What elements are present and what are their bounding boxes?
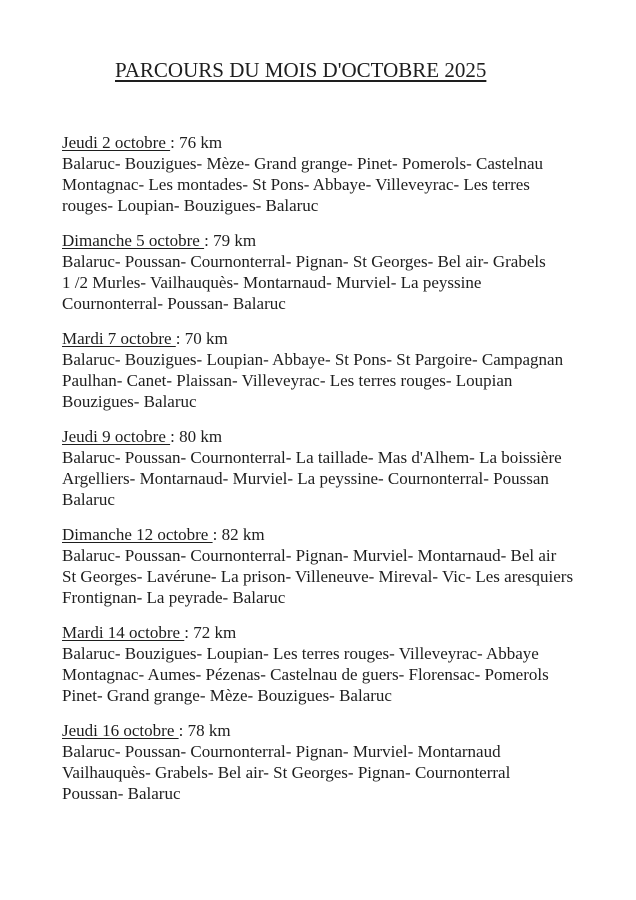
route-line: Balaruc- Bouzigues- Mèze- Grand grange- Pinet- Pomerols- Castelnau bbox=[62, 154, 544, 173]
ride-distance: : 76 km bbox=[170, 133, 223, 152]
ride-distance: : 70 km bbox=[175, 329, 228, 348]
route-line: rouges- Loupian- Bouzigues- Balaruc bbox=[62, 196, 319, 215]
ride-distance: : 80 km bbox=[170, 427, 223, 446]
ride-section bbox=[62, 720, 606, 804]
route-line: Montagnac- Aumes- Pézenas- Castelnau de guers- Florensac- Pomerols bbox=[62, 665, 549, 684]
route-line: Balaruc bbox=[62, 490, 115, 509]
route-line: Frontignan- La peyrade- Balaruc bbox=[62, 588, 286, 607]
ride-heading bbox=[62, 622, 606, 643]
ride-distance: : 72 km bbox=[184, 623, 237, 642]
route-line: Argelliers- Montarnaud- Murviel- La peyssine- Cournonterral- Poussan bbox=[62, 469, 549, 488]
route-line: 1 /2 Murles- Vailhauquès- Montarnaud- Murviel- La peyssine bbox=[62, 273, 482, 292]
ride-date: Jeudi 2 octobre bbox=[62, 133, 171, 152]
ride-section bbox=[62, 524, 606, 608]
route-line: Cournonterral- Poussan- Balaruc bbox=[62, 294, 286, 313]
route-line: Balaruc- Poussan- Cournonterral- Pignan- St Georges- Bel air- Grabels bbox=[62, 252, 546, 271]
ride-date: Dimanche 5 octobre bbox=[62, 231, 205, 250]
route-line: Pinet- Grand grange- Mèze- Bouzigues- Balaruc bbox=[62, 686, 392, 705]
route-line: Balaruc- Poussan- Cournonterral- Pignan- Murviel- Montarnaud bbox=[62, 742, 501, 761]
ride-distance: : 82 km bbox=[212, 525, 265, 544]
ride-date: Jeudi 9 octobre bbox=[62, 427, 171, 446]
ride-route bbox=[62, 251, 606, 314]
route-line: Balaruc- Bouzigues- Loupian- Les terres rouges- Villeveyrac- Abbaye bbox=[62, 644, 539, 663]
ride-section bbox=[62, 622, 606, 706]
ride-route bbox=[62, 741, 606, 804]
ride-heading bbox=[62, 328, 606, 349]
ride-section bbox=[62, 426, 606, 510]
route-line: Paulhan- Canet- Plaissan- Villeveyrac- Les terres rouges- Loupian bbox=[62, 371, 513, 390]
ride-heading bbox=[62, 230, 606, 251]
ride-route bbox=[62, 447, 606, 510]
route-line: St Georges- Lavérune- La prison- Villeneuve- Mireval- Vic- Les aresquiers bbox=[62, 567, 574, 586]
ride-section bbox=[62, 132, 606, 216]
ride-date: Mardi 14 octobre bbox=[62, 623, 185, 642]
ride-route bbox=[62, 153, 606, 216]
ride-section bbox=[62, 328, 606, 412]
route-line: Montagnac- Les montades- St Pons- Abbaye- Villeveyrac- Les terres bbox=[62, 175, 530, 194]
route-line: Bouzigues- Balaruc bbox=[62, 392, 197, 411]
route-line: Balaruc- Poussan- Cournonterral- La taillade- Mas d'Alhem- La boissière bbox=[62, 448, 562, 467]
page-title: PARCOURS DU MOIS D'OCTOBRE 2025 bbox=[115, 58, 487, 82]
ride-route bbox=[62, 643, 606, 706]
ride-heading bbox=[62, 132, 606, 153]
route-line: Balaruc- Poussan- Cournonterral- Pignan- Murviel- Montarnaud- Bel air bbox=[62, 546, 557, 565]
ride-distance: : 78 km bbox=[178, 721, 231, 740]
ride-route bbox=[62, 545, 606, 608]
route-line: Poussan- Balaruc bbox=[62, 784, 181, 803]
ride-heading bbox=[62, 426, 606, 447]
ride-heading bbox=[62, 720, 606, 741]
sections-container bbox=[62, 132, 606, 804]
ride-heading bbox=[62, 524, 606, 545]
ride-distance: : 79 km bbox=[204, 231, 257, 250]
ride-date: Dimanche 12 octobre bbox=[62, 525, 213, 544]
route-line: Vailhauquès- Grabels- Bel air- St Georges- Pignan- Cournonterral bbox=[62, 763, 511, 782]
route-line: Balaruc- Bouzigues- Loupian- Abbaye- St Pons- St Pargoire- Campagnan bbox=[62, 350, 564, 369]
ride-route bbox=[62, 349, 606, 412]
ride-date: Mardi 7 octobre bbox=[62, 329, 176, 348]
ride-section bbox=[62, 230, 606, 314]
ride-date: Jeudi 16 octobre bbox=[62, 721, 179, 740]
